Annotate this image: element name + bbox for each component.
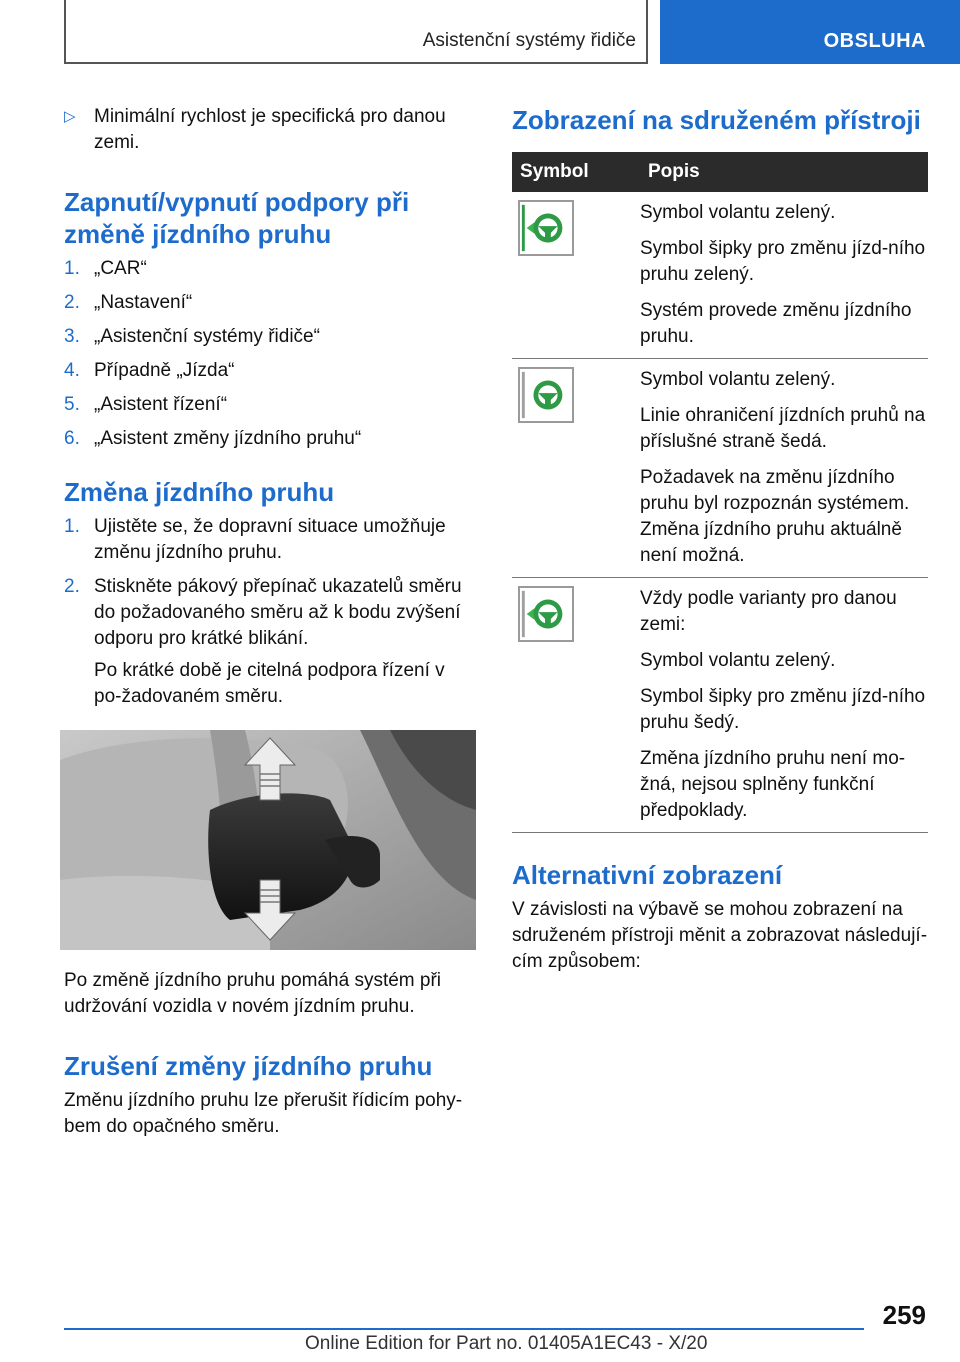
steering-wheel-green-left-arrow-icon	[518, 200, 574, 256]
footer-edition-text: Online Edition for Part no. 01405A1EC43 - X/20	[305, 1333, 708, 1354]
triangle-bullet-icon: ▷	[64, 108, 76, 125]
heading-activate: Zapnutí/vypnutí podpory při změně jízdního pruhu	[64, 187, 410, 249]
heading-alternative: Alternativní zobrazení	[512, 860, 783, 890]
step-subnote: Po krátké době je citelná podpora řízení v po‐žadovaném směru.	[94, 660, 445, 707]
left-column	[64, 100, 476, 1140]
alternative-text: V závislosti na výbavě se mohou zobrazení na sdruženém přístroji měnit a zobrazovat následují‐cím způsobem:	[512, 899, 928, 972]
column-header-desc: Popis	[640, 152, 928, 192]
column-header-symbol: Symbol	[512, 152, 640, 192]
steering-wheel-green-grey-arrow-icon	[518, 586, 574, 642]
list-item: 4. Případně „Jízda“	[64, 360, 235, 381]
header-section-title: Asistenční systémy řidiče	[422, 30, 636, 51]
list-item: 1. „CAR“	[64, 258, 147, 279]
table-row: Symbol volantu zelený. Linie ohraničení jízdních pruhů na příslušné straně šedá. Požadavek na změnu jízdního pruhu byl rozpoznán systémem. Změna jízdního pruhu aktuálně není možná.	[512, 359, 928, 578]
footer-rule	[64, 1328, 864, 1330]
header-tab-obsluha[interactable]: OBSLUHA	[660, 0, 960, 64]
table-row: Vždy podle varianty pro danou zemi: Symbol volantu zelený. Symbol šipky pro změnu jízd‐ního pruhu šedý. Změna jízdního pruhu není mo‐žná, nejsou splněny funkční předpoklady.	[512, 578, 928, 833]
table-row: Symbol volantu zelený. Symbol šipky pro změnu jízd‐ního pruhu zelený. Systém provede změnu jízdního pruhu.	[512, 192, 928, 359]
note-text: Minimální rychlost je specifická pro danou zemi.	[94, 106, 446, 153]
cancel-text: Změnu jízdního pruhu lze přerušit řídicím pohy‐bem do opačného směru.	[64, 1090, 463, 1137]
list-item: 5. „Asistent řízení“	[64, 394, 228, 415]
right-column	[512, 100, 928, 975]
list-item: 2. Stiskněte pákový přepínač ukazatelů směru do požadovaného směru až k bodu zvýšení odporu pro krátké blikání. Po krátké době je citelná podpora řízení v po‐žadovaném směru.	[64, 574, 476, 710]
change-steps-list	[64, 514, 476, 710]
after-image-text: Po změně jízdního pruhu pomáhá systém při udržování vozidla v novém jízdním pruhu.	[64, 970, 442, 1017]
list-item: 3. „Asistenční systémy řidiče“	[64, 326, 320, 347]
symbol-table	[512, 152, 928, 833]
menu-steps-list	[64, 256, 476, 452]
page-number: 259	[882, 1300, 926, 1330]
steering-wheel-green-lane-lines-icon	[518, 367, 574, 423]
heading-cancel: Zrušení změny jízdního pruhu	[64, 1051, 433, 1081]
turn-signal-lever-image	[60, 730, 476, 950]
note-item	[64, 104, 476, 156]
heading-lane-change: Změna jízdního pruhu	[64, 477, 335, 507]
list-item: 6. „Asistent změny jízdního pruhu“	[64, 428, 362, 449]
header-box	[64, 0, 648, 64]
heading-display: Zobrazení na sdruženém přístroji	[512, 105, 921, 135]
list-item: 2. „Nastavení“	[64, 292, 193, 313]
list-item: 1. Ujistěte se, že dopravní situace umožňuje změnu jízdního pruhu.	[64, 516, 446, 563]
